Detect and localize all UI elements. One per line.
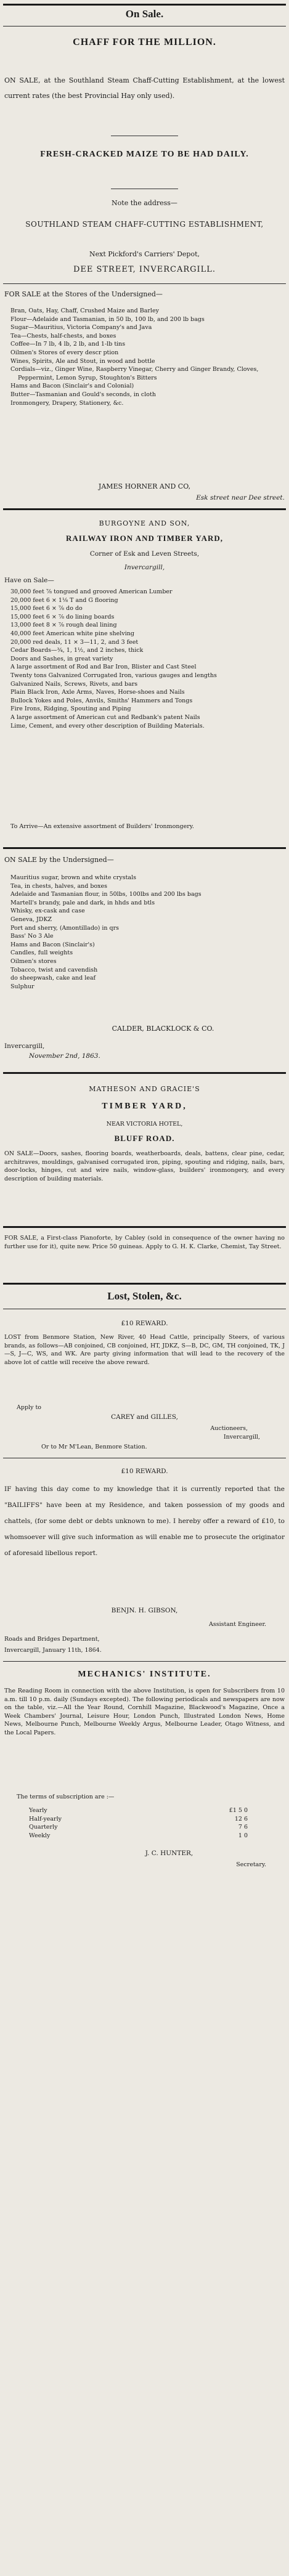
stores-item: Butter—Tasmanian and Gould's seconds, in cloth bbox=[10, 391, 156, 398]
stores-address: Esk street near Dee street. bbox=[196, 494, 285, 502]
burgoyne-item: 40,000 feet American white pine shelving bbox=[10, 630, 134, 637]
section-header-on-sale: On Sale. bbox=[125, 8, 164, 20]
lost-town-1: Invercargill, bbox=[223, 1434, 260, 1440]
burgoyne-item: 20,000 red deals, 11 × 3—11, 2, and 3 feet bbox=[10, 638, 139, 646]
lost-cattle-text: LOST from Benmore Station, New River, 40 Head Cattle, principally Steers, of various brands, as follows—AB conjoined, CB conjoined, HT, JDKZ, S—B, DC, GM, TH conjoined, TK, J—S, J—C, WS, and WK. Are party giving information that will lead to the recovery of the above lot of cattle will receive the above reward. bbox=[4, 1334, 285, 1366]
lost-reward-1: £10 REWARD. bbox=[121, 1320, 168, 1327]
stores-items bbox=[4, 307, 285, 407]
burgoyne-item: 15,000 feet 6 × ⅞ do lining boards bbox=[10, 613, 115, 620]
lost-signature-1: CAREY and GILLES, bbox=[111, 1413, 178, 1421]
calder-item: Mauritius sugar, brown and white crystals bbox=[10, 874, 136, 881]
terms-row bbox=[4, 1815, 285, 1824]
burgoyne-item: 15,000 feet 6 × ⅞ do do bbox=[10, 605, 83, 612]
calder-date: November 2nd, 1863. bbox=[29, 1052, 100, 1060]
matheson-firm: MATHESON AND GRACIE'S bbox=[89, 1085, 200, 1093]
section-header-lost: Lost, Stolen, &c. bbox=[107, 1290, 182, 1302]
terms-label: Half-yearly bbox=[29, 1815, 62, 1822]
stores-item: Coffee—In 7 lb, 4 lb, 2 lb, and 1-lb tins bbox=[10, 341, 126, 348]
calder-item: Geneva, JDKZ bbox=[10, 916, 52, 923]
rule bbox=[3, 1283, 286, 1285]
stores-signature: JAMES HORNER AND CO, bbox=[98, 482, 191, 490]
calder-item: Whisky, ex-cask and case bbox=[10, 908, 85, 915]
lost-or-to: Or to Mr M'Lean, Benmore Station. bbox=[41, 1444, 147, 1450]
burgoyne-items bbox=[4, 588, 285, 730]
burgoyne-town: Invercargill, bbox=[124, 564, 165, 571]
matheson-near: NEAR VICTORIA HOTEL, bbox=[106, 1121, 183, 1128]
mechanics-terms-intro: The terms of subscription are :— bbox=[17, 1794, 115, 1800]
matheson-text bbox=[4, 1150, 285, 1183]
top-rule bbox=[3, 4, 286, 6]
burgoyne-item: Bullock Yokes and Poles, Anvils, Smiths' Hammers and Tongs bbox=[10, 697, 193, 704]
chaff-intro-text: ON SALE, at the Southland Steam Chaff-Cutting Establishment, at the lowest current rates (the best Provincial Hay only used). bbox=[4, 76, 285, 100]
mechanics-headline: MECHANICS' INSTITUTE. bbox=[78, 1670, 211, 1679]
lost-dept: Roads and Bridges Department, bbox=[4, 1636, 100, 1643]
burgoyne-firm: BURGOYNE AND SON, bbox=[99, 519, 190, 527]
calder-item: Sulphur bbox=[10, 983, 35, 990]
lost-auctioneers: Auctioneers, bbox=[210, 1425, 248, 1432]
burgoyne-have: Have on Sale— bbox=[4, 577, 54, 584]
calder-intro-text: ON SALE by the Undersigned— bbox=[4, 856, 114, 864]
calder-intro bbox=[4, 853, 285, 867]
calder-item: Hams and Bacon (Sinclair's) bbox=[10, 941, 95, 948]
burgoyne-item: Cedar Boards—¾, 1, 1½, and 2 inches, thick bbox=[10, 647, 144, 654]
terms-amount: 7 6 bbox=[238, 1824, 248, 1831]
burgoyne-item: Plain Black Iron, Axle Arms, Naves, Horse-shoes and Nails bbox=[10, 689, 185, 696]
burgoyne-item: 13,000 feet 8 × ⅞ rough deal lining bbox=[10, 622, 117, 629]
lost-apply: Apply to bbox=[17, 1404, 41, 1411]
lost-cattle bbox=[4, 1333, 285, 1367]
mechanics-signature: J. C. HUNTER, bbox=[145, 1850, 193, 1857]
calder-items bbox=[4, 874, 285, 991]
burgoyne-corner: Corner of Esk and Leven Streets, bbox=[89, 550, 200, 558]
burgoyne-arrive: To Arrive—An extensive assortment of Builders' Ironmongery. bbox=[10, 823, 194, 830]
chaff-establishment: SOUTHLAND STEAM CHAFF-CUTTING ESTABLISHMENT, bbox=[25, 220, 264, 229]
calder-item: Port and sherry, (Amontillado) in qrs bbox=[10, 924, 120, 932]
terms-amount: 12 6 bbox=[234, 1815, 248, 1822]
burgoyne-item: 30,000 feet ⅞ tongued and grooved American Lumber bbox=[10, 588, 173, 595]
rule bbox=[3, 283, 286, 284]
burgoyne-item: Doors and Sashes, in great variety bbox=[10, 655, 113, 662]
rule bbox=[3, 847, 286, 849]
calder-item: Martell's brandy, pale and dark, in hhds and btls bbox=[10, 899, 155, 906]
calder-item: Adelaide and Tasmanian flour, in 50lbs, 100lbs and 200 lbs bags bbox=[10, 891, 201, 898]
calder-item: Candles, full weights bbox=[10, 949, 73, 957]
lost-reward-2: £10 REWARD. bbox=[121, 1468, 168, 1475]
stores-item: Hams and Bacon (Sinclair's and Colonial) bbox=[10, 383, 134, 390]
chaff-street: DEE STREET, INVERCARGILL. bbox=[73, 265, 216, 274]
calder-item: Oilmen's stores bbox=[10, 957, 57, 965]
maize-notice: FRESH-CRACKED MAIZE TO BE HAD DAILY. bbox=[40, 150, 249, 159]
chaff-headline: CHAFF FOR THE MILLION. bbox=[73, 37, 216, 47]
terms-row bbox=[4, 1832, 285, 1840]
terms-label: Weekly bbox=[29, 1832, 51, 1839]
burgoyne-item: 20,000 feet 6 × 1⅛ T and G flooring bbox=[10, 596, 118, 604]
lost-date-2: Invercargill, January 11th, 1864. bbox=[4, 1647, 102, 1654]
matheson-headline: TIMBER YARD, bbox=[102, 1102, 187, 1111]
lost-title-2: Assistant Engineer. bbox=[208, 1621, 266, 1628]
lost-signature-2: BENJN. H. GIBSON, bbox=[111, 1607, 178, 1614]
burgoyne-headline: RAILWAY IRON AND TIMBER YARD, bbox=[66, 534, 223, 543]
calder-item: Bass' No 3 Ale bbox=[10, 933, 54, 940]
chaff-note: Note the address— bbox=[112, 199, 177, 207]
mechanics-text bbox=[4, 1687, 285, 1737]
mechanics-terms bbox=[4, 1806, 285, 1840]
stores-item: Oilmen's Stores of every descr ption bbox=[10, 349, 119, 356]
burgoyne-item: A large assortment of Rod and Bar Iron, Blister and Cast Steel bbox=[10, 664, 197, 671]
piano-text-body: FOR SALE, a First-class Pianoforte, by Cabley (sold in consequence of the owner having no further use for it), quite new. Price 50 guineas. Apply to G. H. K. Clarke, Chemist, Tay Street. bbox=[4, 1235, 285, 1250]
terms-label: Quarterly bbox=[29, 1824, 58, 1831]
matheson-text-body: ON SALE—Doors, sashes, flooring boards, weatherboards, deals, battens, clear pine, cedar, architraves, mouldings, galvanised corrugated iron, piping, spouting and ridging, nails, bars, door-locks, hinges, cut and wire nails, window-glass, builders' ironmongery, and every description of building materials. bbox=[4, 1150, 285, 1182]
stores-item: Tea—Chests, half-chests, and boxes bbox=[10, 332, 116, 339]
lost-bailiffs bbox=[4, 1481, 285, 1561]
calder-item: do sheepwash, cake and leaf bbox=[10, 975, 96, 982]
burgoyne-item: Galvanized Nails, Screws, Rivets, and bars bbox=[10, 680, 138, 688]
burgoyne-item: A large assortment of American cut and Redbank's patent Nails bbox=[10, 713, 200, 721]
calder-signature: CALDER, BLACKLOCK & CO. bbox=[112, 1025, 214, 1033]
rule bbox=[3, 1661, 286, 1662]
stores-intro: FOR SALE at the Stores of the Undersigned— bbox=[4, 290, 163, 298]
stores-item: Ironmongery, Drapery, Stationery, &c. bbox=[10, 399, 124, 407]
stores-item: Bran, Oats, Hay, Chaff, Crushed Maize and Barley bbox=[10, 307, 159, 314]
terms-amount: £1 5 0 bbox=[229, 1807, 248, 1814]
chaff-next-to: Next Pickford's Carriers' Depot, bbox=[89, 250, 200, 258]
mechanics-title: Secretary. bbox=[236, 1861, 266, 1868]
burgoyne-item: Lime, Cement, and every other description of Building Materials. bbox=[10, 722, 205, 729]
burgoyne-item: Fire Irons, Ridging, Spouting and Piping bbox=[10, 705, 131, 713]
rule bbox=[3, 1072, 286, 1074]
mechanics-text-body: The Reading Room in connection with the above Institution, is open for Subscribers from 10 a.m. till 10 p.m. daily (Sundays excepted). The following periodicals and newspapers are now on the table, viz.—All the Year Round, Cornhill Magazine, Blackwood's Magazine, Once a Week Chambers' Journal, Leisure Hour, London Punch, Illustrated London News, Home News, Melbourne Punch, Melbourne Weekly Argus, Melbourne Leader, Otago Witness, and the Local Papers. bbox=[4, 1688, 285, 1736]
rule bbox=[3, 508, 286, 510]
terms-row bbox=[4, 1806, 285, 1815]
terms-row bbox=[4, 1823, 285, 1832]
burgoyne-item: Twenty tons Galvanized Corrugated Iron, various gauges and lengths bbox=[10, 672, 217, 679]
stores-item: Wines, Spirits, Ale and Stout, in wood and bottle bbox=[10, 357, 155, 365]
calder-item: Tobacco, twist and cavendish bbox=[10, 966, 98, 973]
piano-text bbox=[4, 1234, 285, 1251]
lost-bailiffs-text: IF having this day come to my knowledge that it is currently reported that the "BAILIFFS" have been at my Residence, and taken possession of my goods and chattels, (for some debt or debts unknown to me). I hereby offer a reward of £10, to whomsoever will give such information as will enable me to prosecute the originator of aforesaid libellous report. bbox=[4, 1485, 285, 1557]
stores-item: Sugar—Mauritius, Victoria Company's and Java bbox=[10, 324, 152, 331]
terms-amount: 1 0 bbox=[238, 1832, 248, 1839]
chaff-intro bbox=[4, 73, 285, 104]
rule bbox=[3, 1226, 286, 1228]
stores-item: Cordials—viz., Ginger Wine, Raspberry Vinegar, Cherry and Ginger Brandy, Cloves, Peppermint, Lemon Syrup, Stoughton's Bitters bbox=[10, 366, 259, 381]
calder-town: Invercargill, bbox=[4, 1042, 45, 1050]
calder-item: Tea, in chests, halves, and boxes bbox=[10, 882, 108, 890]
terms-label: Yearly bbox=[29, 1807, 47, 1814]
stores-item: Flour—Adelaide and Tasmanian, in 50 lb, 100 lb, and 200 lb bags bbox=[10, 315, 205, 323]
matheson-road: BLUFF ROAD. bbox=[114, 1134, 175, 1143]
